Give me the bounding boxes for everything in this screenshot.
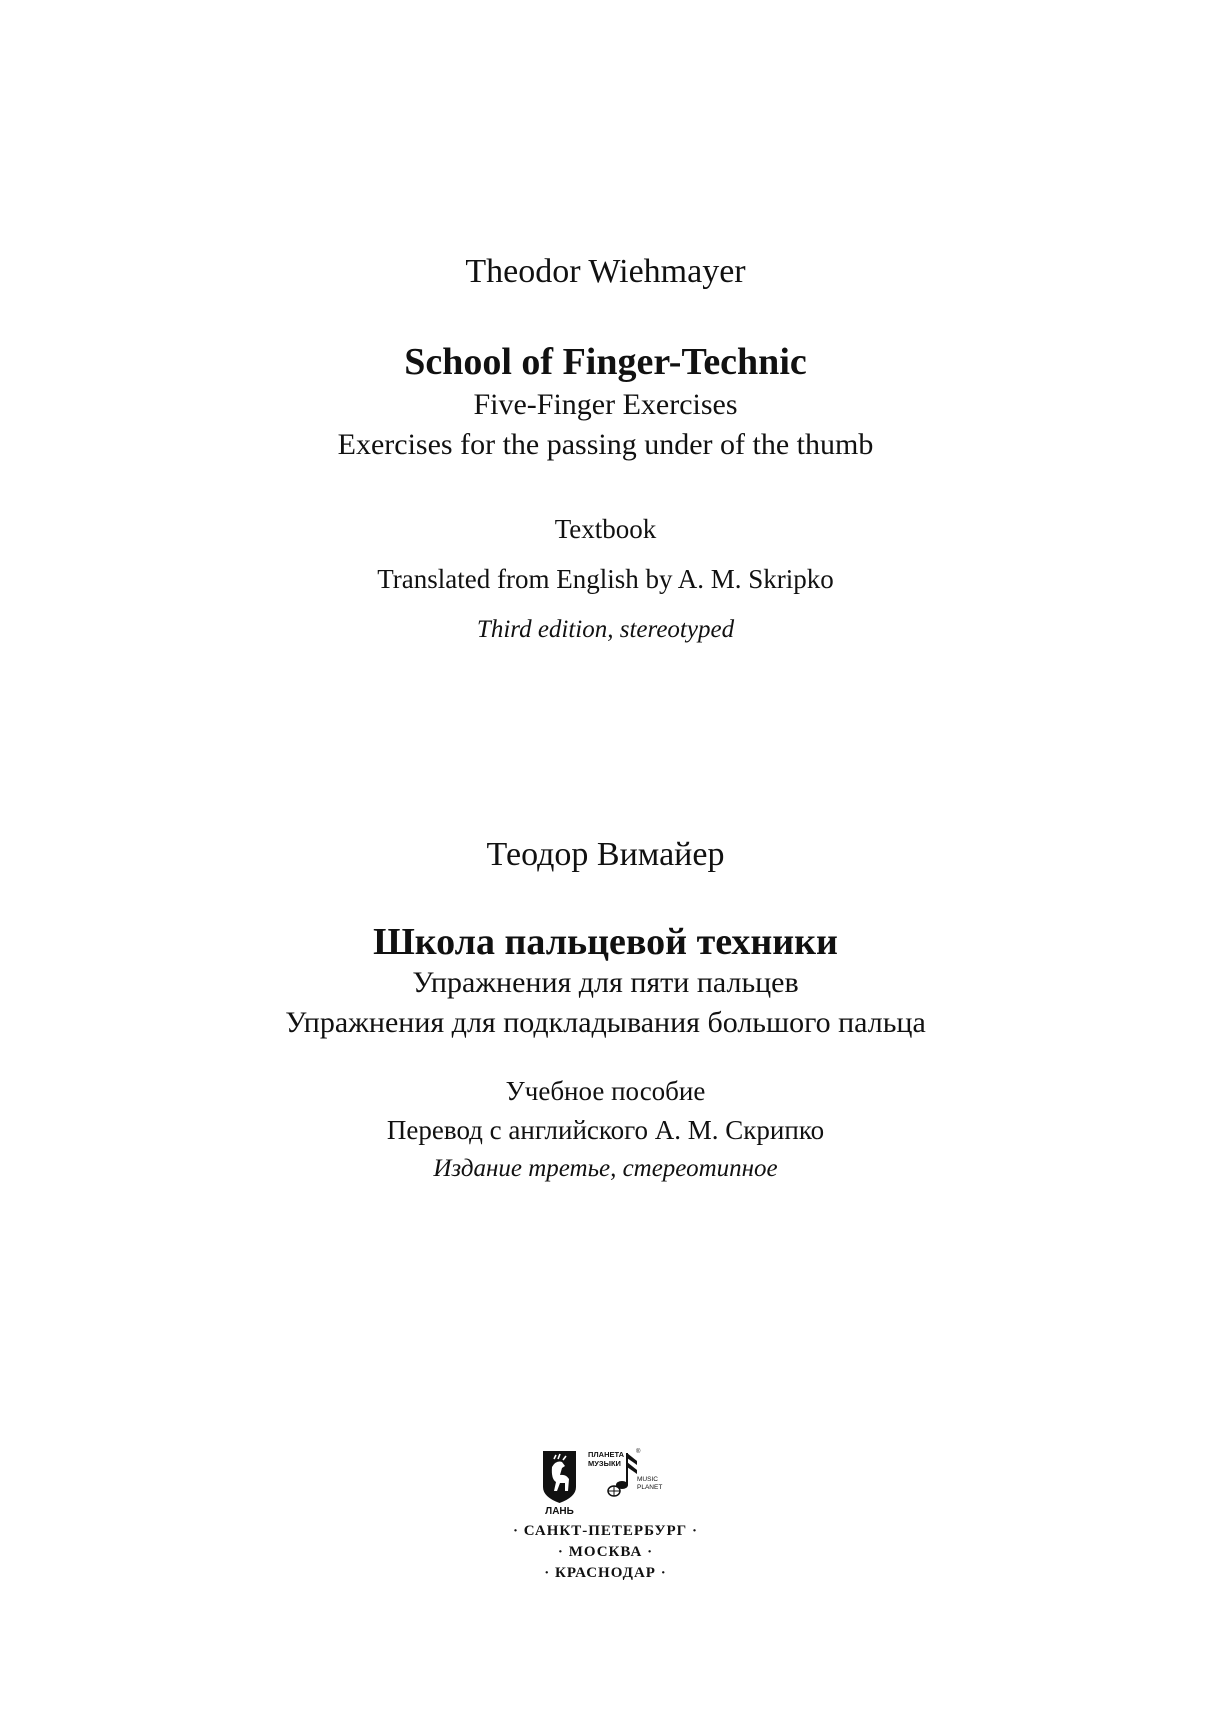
- lan-logo-text: ЛАНЬ: [545, 1506, 574, 1517]
- city-saint-petersburg: САНКТ-ПЕТЕРБУРГ: [523, 1523, 688, 1539]
- russian-subtitle-1: Упражнения для пяти пальцев: [412, 966, 799, 999]
- lan-deer-icon: [543, 1451, 576, 1503]
- russian-book-type: Учебное пособие: [505, 1076, 706, 1106]
- russian-subtitle-2: Упражнения для подкладывания большого пальца: [285, 1006, 926, 1039]
- city-krasnodar: КРАСНОДАР: [555, 1565, 656, 1581]
- planet-logo-text-3: MUSIC: [637, 1476, 658, 1483]
- city-moscow: МОСКВА: [568, 1544, 643, 1560]
- russian-translation-credit: Перевод с английского А. М. Скрипко: [386, 1115, 825, 1145]
- english-subtitle-2: Exercises for the passing under of the thumb: [337, 428, 874, 461]
- english-title: School of Finger-Technic: [404, 341, 807, 383]
- english-subtitle-1: Five-Finger Exercises: [473, 388, 738, 421]
- planet-logo-text-2: МУЗЫКИ: [588, 1459, 621, 1468]
- publisher-logo: [540, 1447, 675, 1517]
- english-book-type: Textbook: [554, 514, 657, 544]
- separator-dot: ·: [513, 1523, 520, 1539]
- publisher-block: [0, 1447, 1211, 1597]
- separator-dot: ·: [660, 1565, 667, 1581]
- separator-dot: ·: [691, 1523, 698, 1539]
- english-translation-credit: Translated from English by A. M. Skripko: [377, 564, 834, 594]
- publisher-city-line-2: [0, 1545, 1211, 1560]
- separator-dot: ·: [544, 1565, 551, 1581]
- russian-edition: Издание третье, стереотипное: [433, 1155, 778, 1182]
- english-author: Theodor Wiehmayer: [465, 253, 746, 290]
- russian-title: Школа пальцевой техники: [373, 921, 838, 963]
- publisher-city-line-1: [0, 1524, 1211, 1539]
- separator-dot: ·: [557, 1544, 564, 1560]
- russian-author: Теодор Вимайер: [486, 836, 725, 873]
- publisher-city-line-3: [0, 1566, 1211, 1581]
- separator-dot: ·: [647, 1544, 654, 1560]
- planet-logo-text-4: PLANET: [637, 1484, 663, 1491]
- planet-logo-text-1: ПЛАНЕТА: [588, 1450, 625, 1459]
- registered-mark: ®: [636, 1449, 641, 1455]
- english-edition: Third edition, stereotyped: [476, 616, 735, 643]
